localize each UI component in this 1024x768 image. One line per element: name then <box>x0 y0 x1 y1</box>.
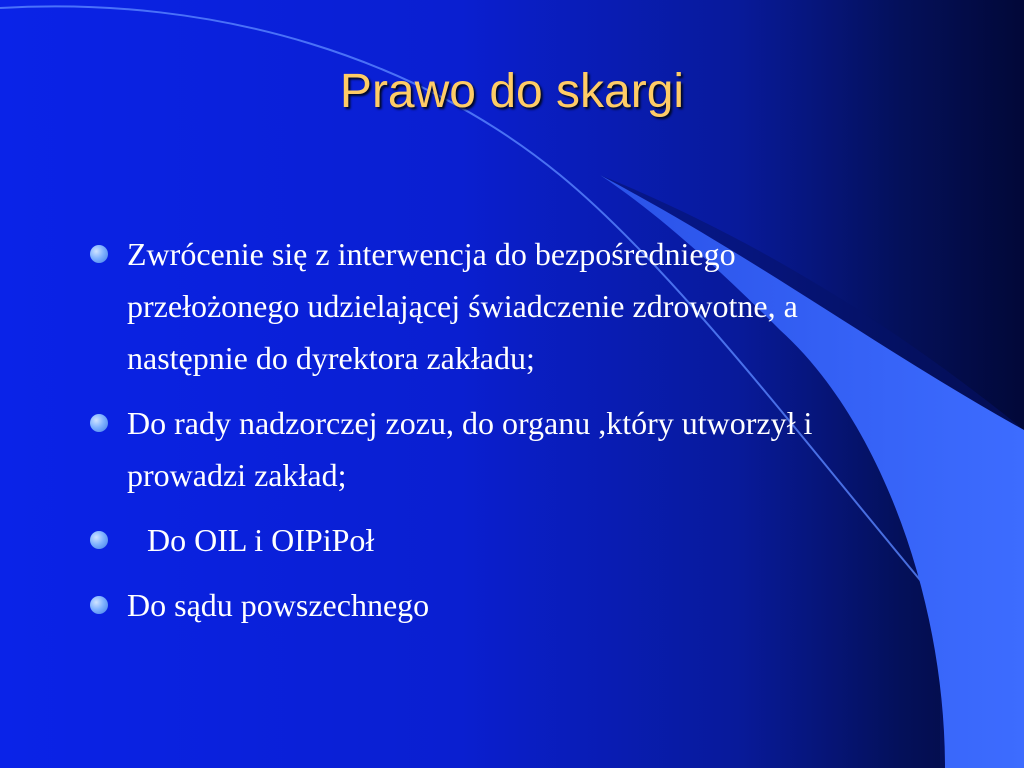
bullet-item-1 <box>88 228 908 384</box>
bullet-text: Zwrócenie się z interwencja do bezpośredniego przełożonego udzielającej świadczenie zdrowotne, a następnie do dyrektora zakładu; <box>127 236 798 376</box>
bullet-item-4 <box>88 579 908 631</box>
bullet-text: Do rady nadzorczej zozu, do organu ,który utworzył i prowadzi zakład; <box>127 405 813 493</box>
bullet-text: Do sądu powszechnego <box>127 587 430 623</box>
round-bullet-icon <box>90 596 108 614</box>
round-bullet-icon <box>90 531 108 549</box>
slide-title: Prawo do skargi <box>339 65 685 118</box>
bullet-item-2 <box>88 397 908 501</box>
round-bullet-icon <box>90 245 108 263</box>
bullet-text: Do OIL i OIPiPoł <box>147 522 375 558</box>
bullet-list <box>88 228 908 644</box>
bullet-item-3 <box>88 514 908 566</box>
round-bullet-icon <box>90 414 108 432</box>
